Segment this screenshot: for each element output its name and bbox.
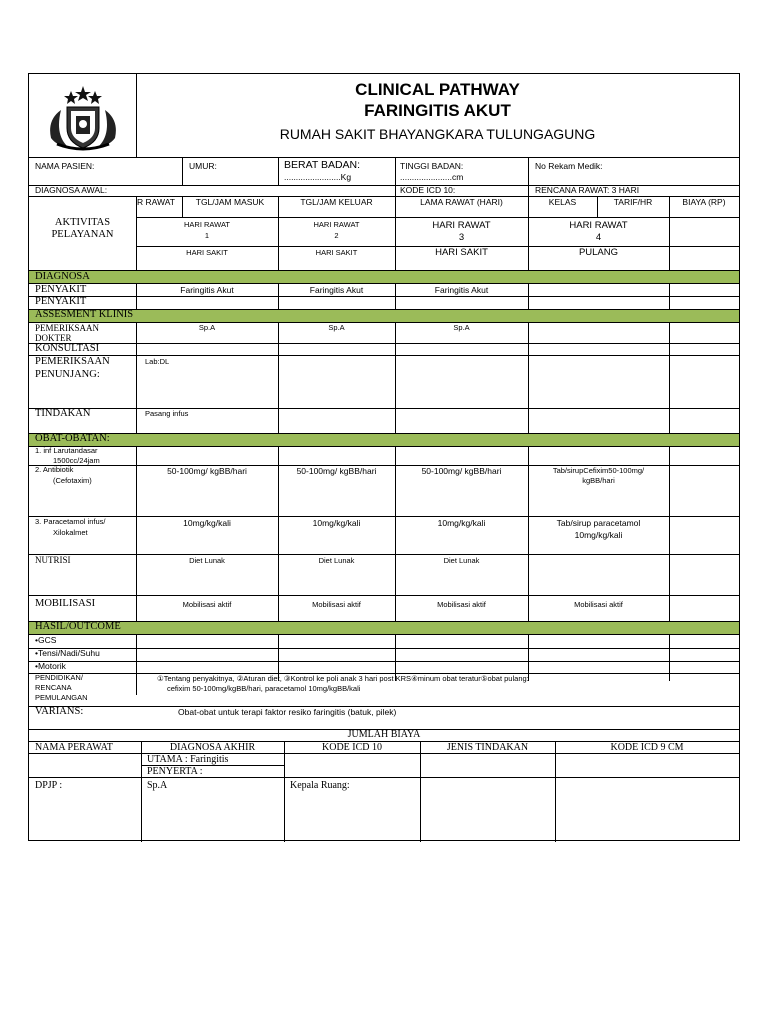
jumlah-biaya-label: JUMLAH BIAYA: [347, 729, 421, 740]
tgl-masuk-header: TGL/JAM MASUK: [195, 197, 265, 207]
berat-badan-label: BERAT BADAN:: [284, 159, 361, 171]
tindakan-label: TINDAKAN: [35, 408, 91, 419]
obat-2-line1: 2. Antibiotik: [35, 465, 74, 474]
rekam-medik-label: No Rekam Medik:: [535, 161, 603, 171]
lama-rawat-header: LAMA RAWAT (HARI): [420, 197, 503, 207]
kelas-header: KELAS: [548, 197, 577, 207]
pemeriksaan-dokter-label-1: PEMERIKSAAN: [35, 323, 100, 333]
varians-label: VARIANS:: [35, 706, 84, 717]
nutrisi-label: NUTRISI: [35, 555, 71, 565]
dpjp-label: DPJP :: [35, 780, 63, 791]
status-day-2: HARI SAKIT: [315, 248, 358, 257]
paracetamol-day-4-line1: Tab/sirup paracetamol: [556, 518, 641, 528]
obat-1-line1: 1. inf Larutandasar: [35, 446, 98, 455]
clinical-pathway-form: [28, 73, 740, 841]
antibiotik-day-2: 50-100mg/ kgBB/hari: [296, 466, 377, 476]
hospital-name: RUMAH SAKIT BHAYANGKARA TULUNGAGUNG: [279, 126, 596, 142]
r-rawat-header: R RAWAT: [137, 197, 175, 207]
section-assesment: [29, 309, 739, 323]
obat-1-line2: 1500cc/24jam: [53, 456, 100, 465]
status-day-3: HARI SAKIT: [435, 247, 488, 258]
biaya-header: BIAYA (RP): [682, 197, 726, 207]
assesment-section-title: ASSESMENT KLINIS: [35, 309, 134, 320]
penyakit-label-1: PENYAKIT: [35, 284, 87, 295]
nutrisi-day-2: Diet Lunak: [318, 556, 355, 565]
penunjang-label-1: PEMERIKSAAN: [35, 356, 110, 367]
kode-icd10-label: KODE ICD 10: [322, 742, 382, 753]
tinggi-badan-field[interactable]: ......................cm: [400, 172, 464, 182]
paracetamol-day-4-line2: 10mg/kg/kali: [574, 530, 623, 540]
title-line1: CLINICAL PATHWAY: [355, 80, 520, 99]
varians-text: Obat-obat untuk terapi faktor resiko faringitis (batuk, pilek): [178, 707, 397, 717]
antibiotik-day-3: 50-100mg/ kgBB/hari: [421, 466, 502, 476]
obat-section-title: OBAT-OBATAN:: [35, 433, 110, 444]
section-obat: [29, 433, 739, 447]
motorik-label: •Motorik: [35, 661, 66, 671]
dpjp-value: Sp.A: [147, 780, 168, 791]
title-line2: FARINGITIS AKUT: [364, 101, 511, 120]
paracetamol-day-2: 10mg/kg/kali: [312, 518, 361, 528]
section-hasil: [29, 621, 739, 635]
section-diagnosa: [29, 270, 739, 284]
mobilisasi-label: MOBILISASI: [35, 598, 96, 609]
rencana-rawat-label: RENCANA RAWAT: 3 HARI: [535, 185, 640, 195]
diagnosa-awal-label: DIAGNOSA AWAL:: [35, 185, 108, 195]
antibiotik-day-4-line1: Tab/sirupCefixim50-100mg/: [552, 466, 645, 475]
dokter-day-2: Sp.A: [328, 323, 345, 332]
hari-rawat-3-label: HARI RAWAT: [432, 220, 491, 231]
tarif-header: TARIF/HR: [613, 197, 653, 207]
gcs-label: •GCS: [35, 635, 57, 645]
diagnosa-section-title: DIAGNOSA: [35, 271, 90, 282]
obat-2-line2: (Cefotaxim): [53, 476, 92, 485]
nama-pasien-label: NAMA PASIEN:: [35, 161, 95, 171]
hari-rawat-1-number: 1: [204, 231, 210, 240]
pendidikan-text-1: ①Tentang penyakitnya, ②Aturan diet, ③Kontrol ke poli anak 3 hari post KRS④minum obat teratur⑤obat pulang:: [157, 674, 529, 683]
kepala-ruang-label: Kepala Ruang:: [290, 780, 350, 791]
diagnosa-utama: UTAMA : Faringitis: [147, 754, 229, 765]
paracetamol-day-1: 10mg/kg/kali: [183, 518, 231, 528]
pendidikan-label-1: PENDIDIKAN/: [35, 673, 83, 682]
police-emblem-icon: [37, 82, 129, 152]
aktivitas-label: AKTIVITAS: [54, 217, 111, 228]
kode-icd-label: KODE ICD 10:: [400, 185, 456, 195]
antibiotik-day-4-line2: kgBB/hari: [582, 476, 615, 485]
penyakit-day-3: Faringitis Akut: [434, 285, 489, 295]
mobilisasi-day-2: Mobilisasi aktif: [312, 600, 361, 609]
diagnosa-penyerta: PENYERTA :: [147, 766, 203, 777]
hasil-section-title: HASIL/OUTCOME: [35, 621, 121, 632]
hari-rawat-4-number: 4: [595, 232, 602, 243]
status-day-1: HARI SAKIT: [186, 248, 228, 257]
tensi-label: •Tensi/Nadi/Suhu: [35, 648, 100, 658]
konsultasi-label: KONSULTASI: [35, 343, 100, 354]
umur-label: UMUR:: [189, 161, 217, 171]
tinggi-badan-label: TINGGI BADAN:: [400, 161, 464, 171]
pendidikan-text-2: cefixim 50-100mg/kgBB/hari, paracetamol 10mg/kgBB/kali: [167, 684, 361, 693]
penyakit-day-2: Faringitis Akut: [309, 285, 364, 295]
obat-3-line1: 3. Paracetamol infus/: [35, 517, 106, 526]
status-day-4: PULANG: [578, 247, 619, 258]
pelayanan-label: PELAYANAN: [51, 229, 114, 240]
dokter-day-3: Sp.A: [453, 323, 470, 332]
hari-rawat-2-label: HARI RAWAT: [313, 220, 360, 229]
mobilisasi-day-4: Mobilisasi aktif: [574, 600, 623, 609]
hari-rawat-4-label: HARI RAWAT: [569, 220, 628, 231]
hari-rawat-1-label: HARI RAWAT: [184, 220, 230, 229]
mobilisasi-day-3: Mobilisasi aktif: [437, 600, 486, 609]
tindakan-value: Pasang infus: [145, 409, 189, 418]
berat-badan-field[interactable]: ........................Kg: [284, 172, 352, 182]
nama-perawat-label: NAMA PERAWAT: [35, 742, 113, 753]
obat-3-line2: Xilokalmet: [53, 528, 88, 537]
nutrisi-day-3: Diet Lunak: [443, 556, 480, 565]
nutrisi-day-1: Diet Lunak: [189, 556, 225, 565]
mobilisasi-day-1: Mobilisasi aktif: [182, 600, 232, 609]
pendidikan-label-3: PEMULANGAN: [35, 693, 88, 702]
dokter-day-1: Sp.A: [198, 323, 216, 332]
pendidikan-label-2: RENCANA: [35, 683, 72, 692]
kode-icd9-label: KODE ICD 9 CM: [610, 742, 684, 753]
penyakit-day-1: Faringitis Akut: [180, 285, 234, 295]
hari-rawat-2-number: 2: [334, 231, 339, 240]
diagnosa-akhir-label: DIAGNOSA AKHIR: [169, 742, 256, 753]
jenis-tindakan-label: JENIS TINDAKAN: [446, 742, 529, 753]
penunjang-label-2: PENUNJANG:: [35, 369, 100, 380]
lab-value: Lab:DL: [145, 357, 170, 366]
hari-rawat-3-number: 3: [458, 232, 465, 243]
pemeriksaan-dokter-label-2: DOKTER: [35, 333, 72, 343]
penyakit-label-2: PENYAKIT: [35, 296, 87, 307]
antibiotik-day-1: 50-100mg/ kgBB/hari: [167, 466, 247, 476]
tgl-keluar-header: TGL/JAM KELUAR: [300, 197, 373, 207]
paracetamol-day-3: 10mg/kg/kali: [437, 518, 486, 528]
